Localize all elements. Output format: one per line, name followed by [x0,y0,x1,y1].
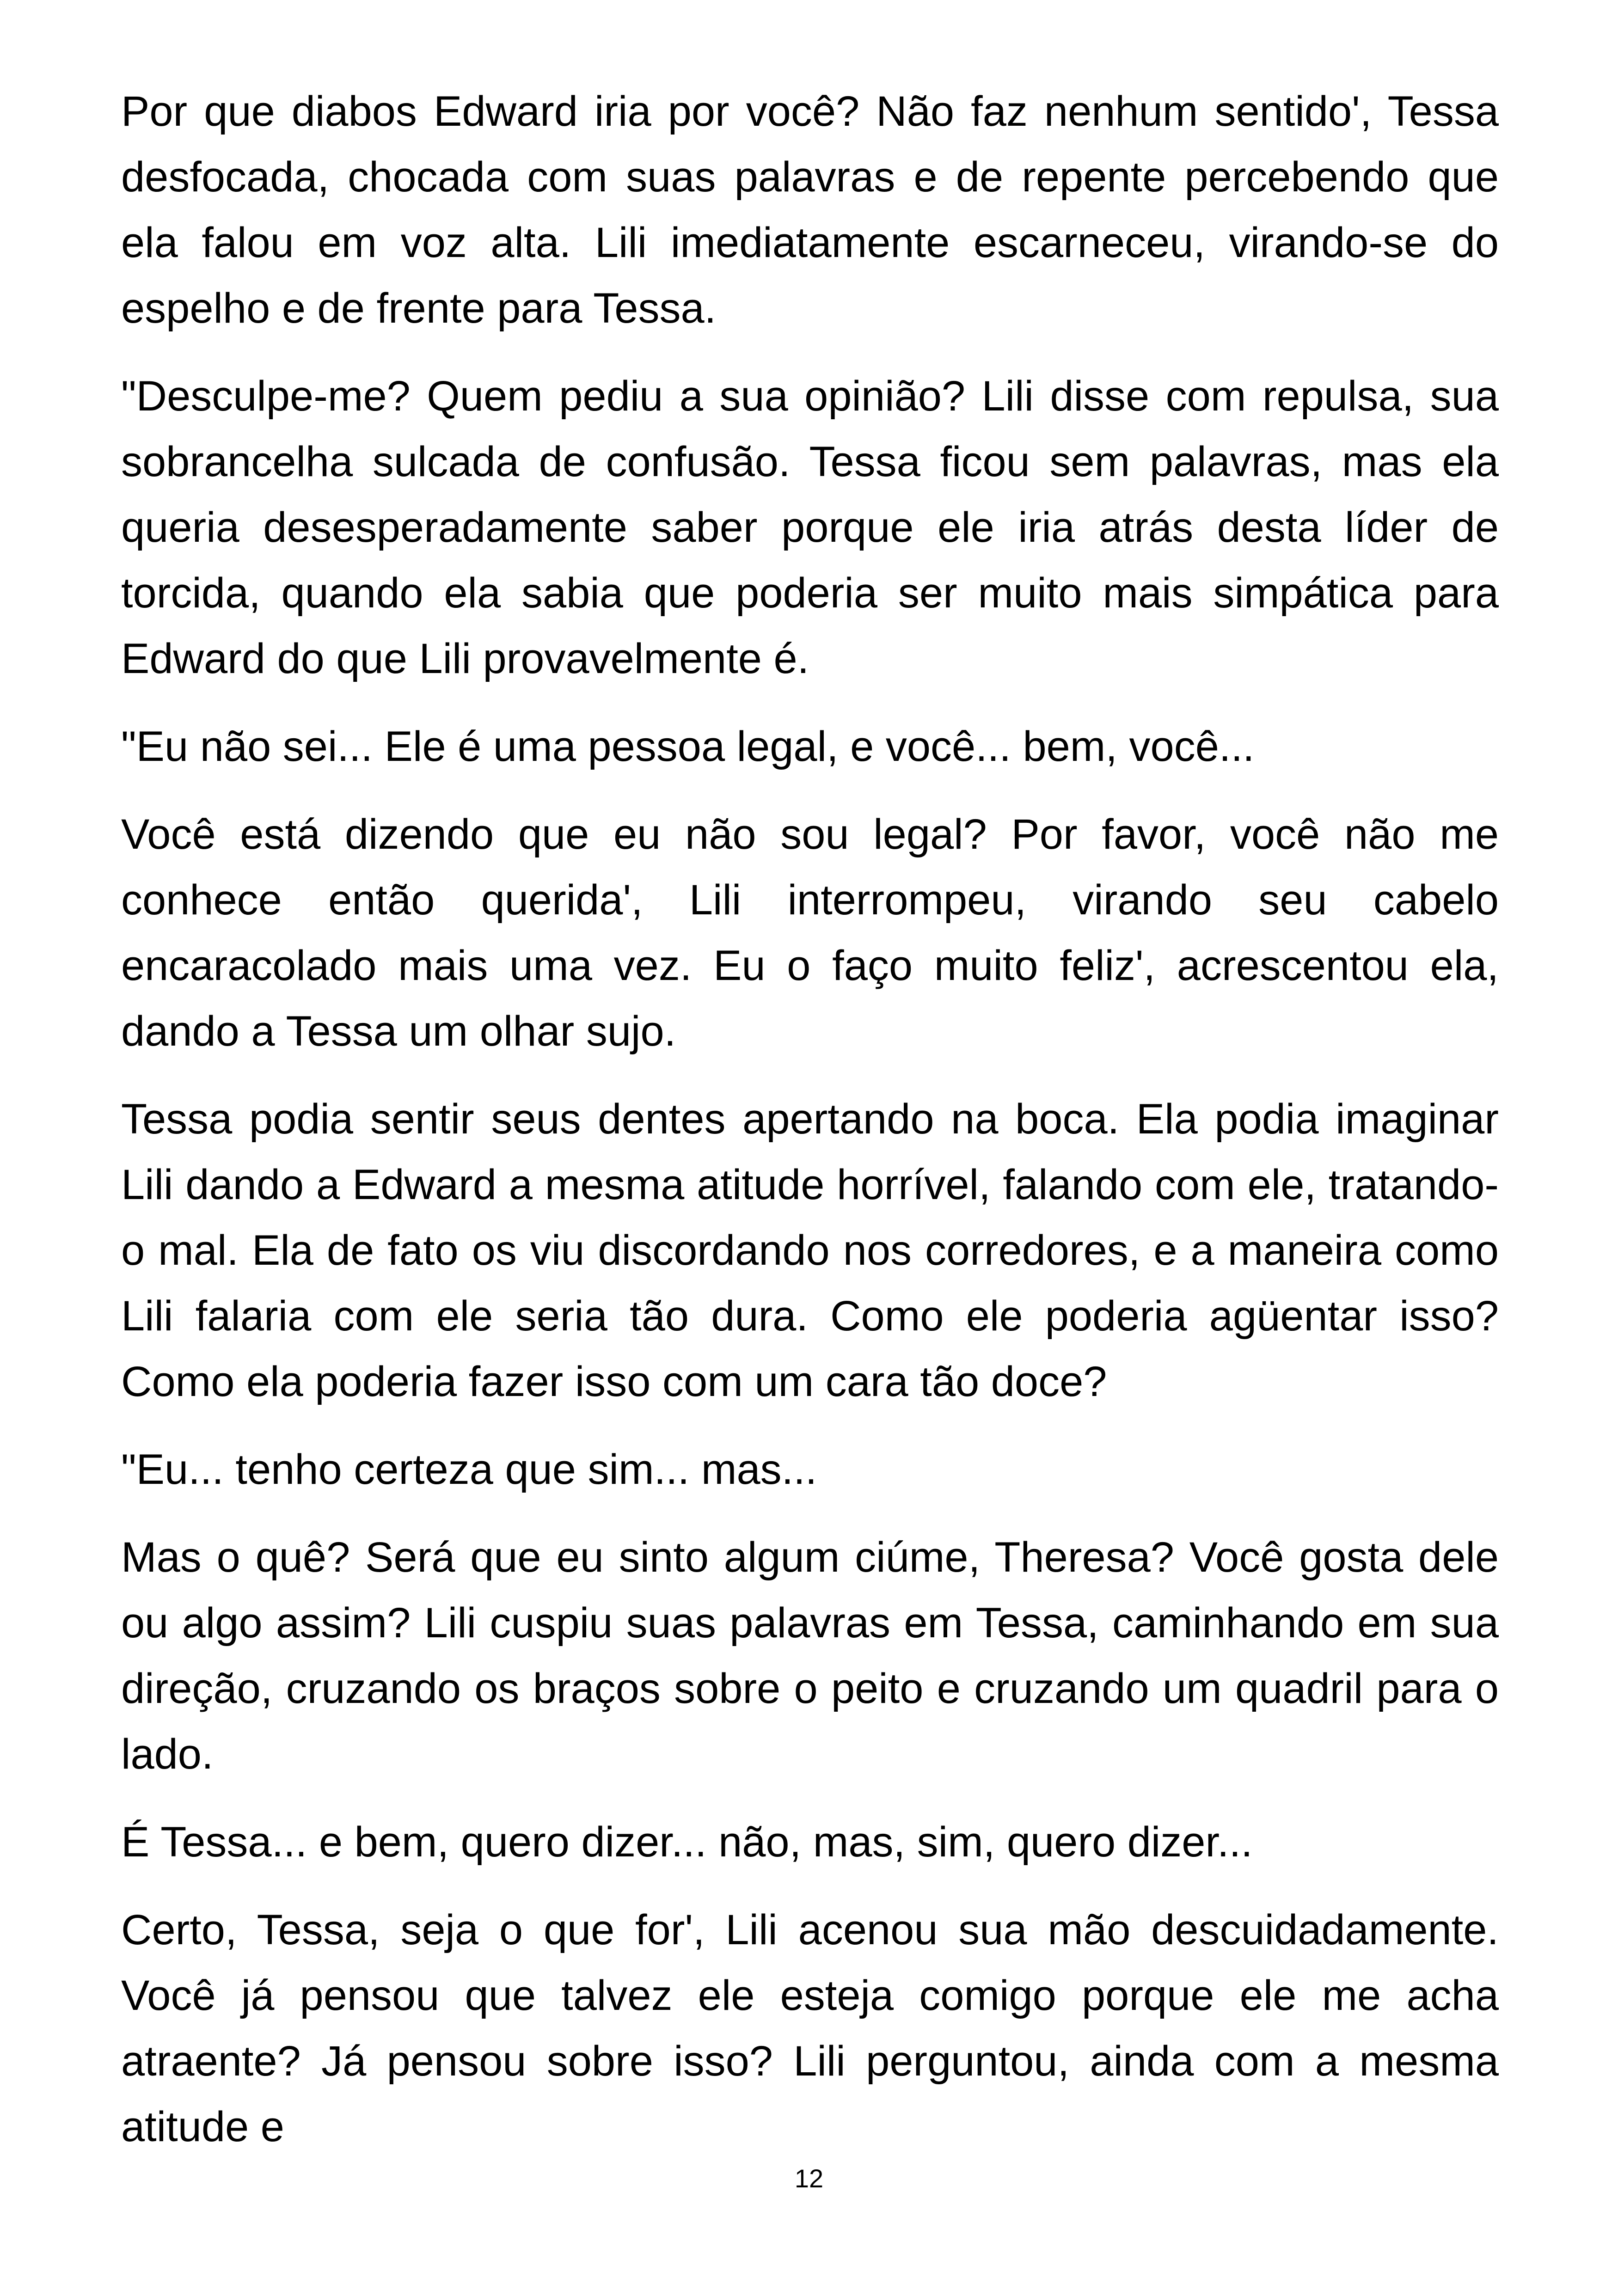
page-body-text [121,79,1499,2182]
paragraph: "Eu não sei... Ele é uma pessoa legal, e você... bem, você... [121,723,1255,770]
page-number: 12 [794,2164,824,2193]
paragraph: Tessa podia sentir seus dentes apertando na boca. Ela podia imaginar Lili dando a Edward a mesma atitude horrível, falando com ele, tratando-o mal. Ela de fato os viu discordando nos corredores, e a maneira como Lili falaria com ele seria tão dura. Como ele poderia agüentar isso? Como ela poderia fazer isso com um cara tão doce? [121,1096,1499,1405]
paragraph: Por que diabos Edward iria por você? Não faz nenhum sentido', Tessa desfocada, chocada com suas palavras e de repente percebendo que ela falou em voz alta. Lili imediatamente escarneceu, virando-se do espelho e de frente para Tessa. [121,88,1499,332]
paragraph: "Desculpe-me? Quem pediu a sua opinião? Lili disse com repulsa, sua sobrancelha sulcada de confusão. Tessa ficou sem palavras, mas ela queria desesperadamente saber porque ele iria atrás desta líder de torcida, quando ela sabia que poderia ser muito mais simpática para Edward do que Lili provavelmente é. [121,373,1499,682]
paragraph: Certo, Tessa, seja o que for', Lili acenou sua mão descuidadamente. Você já pensou que talvez ele esteja comigo porque ele me acha atraente? Já pensou sobre isso? Lili perguntou, ainda com a mesma atitude e [121,1906,1499,2150]
paragraph: Mas o quê? Será que eu sinto algum ciúme, Theresa? Você gosta dele ou algo assim? Lili cuspiu suas palavras em Tessa, caminhando em sua direção, cruzando os braços sobre o peito e cruzando um quadril para o lado. [121,1534,1499,1778]
paragraph: "Eu... tenho certeza que sim... mas... [121,1446,817,1493]
paragraph: Você está dizendo que eu não sou legal? Por favor, você não me conhece então querida', Lili interrompeu, virando seu cabelo encaracolado mais uma vez. Eu o faço muito feliz', acrescentou ela, dando a Tessa um olhar sujo. [121,811,1499,1055]
paragraph: É Tessa... e bem, quero dizer... não, mas, sim, quero dizer... [121,1818,1253,1866]
